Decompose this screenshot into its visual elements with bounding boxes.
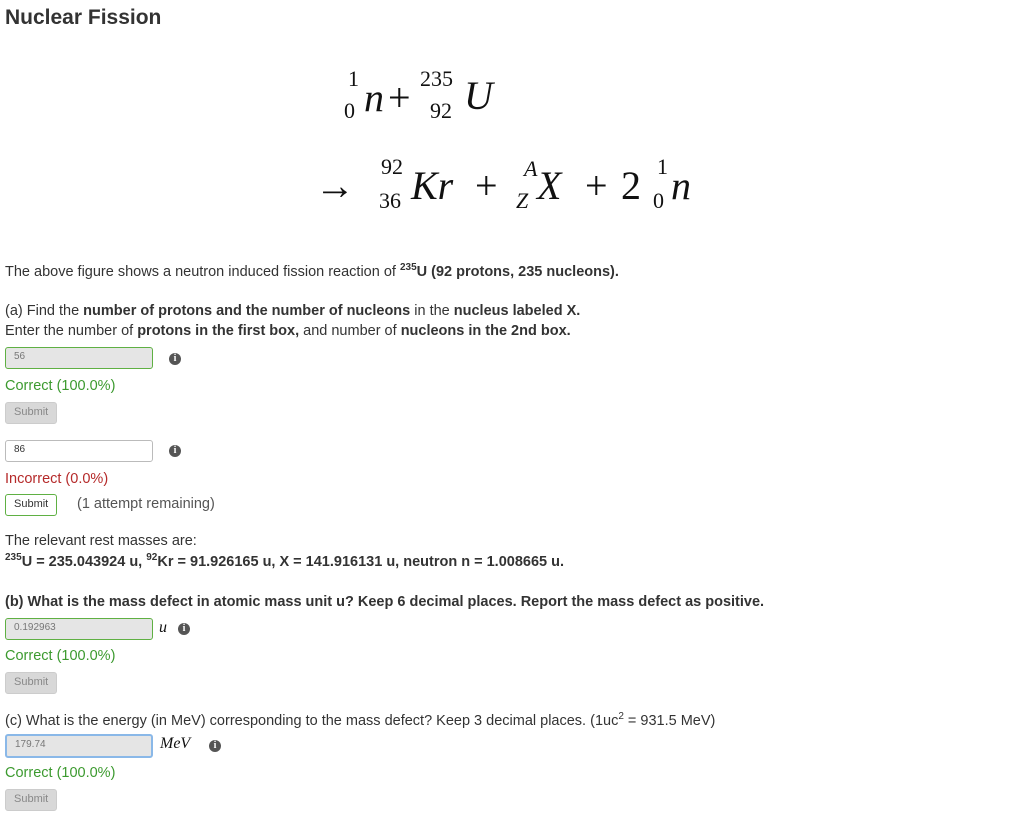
mass-defect-unit: u [159,619,167,636]
x-charge-number: Z [516,188,529,213]
part-a-bold: nucleons in the 2nd box. [400,323,571,339]
krypton-symbol: Kr [411,163,454,208]
uranium-sup: 235 [5,552,22,563]
part-a-text: and number of [299,323,401,339]
equation-line-2 [315,152,735,222]
neutron-mass-number: 1 [348,66,359,91]
part-a-question-line-1 [5,303,580,319]
plus-sign: + [585,163,608,208]
part-a-text: Enter the number of [5,323,138,339]
intro-text [5,262,619,280]
neutron-charge-number: 0 [344,98,355,123]
neutron-symbol: n [671,163,691,208]
info-icon[interactable]: i [178,623,190,635]
krypton-mass-text: Kr = 91.926165 u, X = 141.916131 u, neutron n = 1.008665 u. [157,554,564,570]
info-icon[interactable]: i [169,353,181,365]
neutron-charge-number: 0 [653,188,664,213]
part-c-question-pre: (c) What is the energy (in MeV) corresponding to the mass defect? Keep 3 decimal places. (1uc [5,713,619,729]
protons-answer-status: Correct (100.0%) [5,378,116,394]
part-a-text: in the [410,303,454,319]
nucleons-submit-button[interactable]: Submit [5,494,57,516]
mass-defect-submit-button[interactable]: Submit [5,672,57,694]
part-c-question-post: = 931.5 MeV) [623,713,716,729]
part-b-question-text: (b) What is the mass defect in atomic mass unit u? Keep 6 decimal places. Report the mass defect as positive. [5,594,765,610]
x-mass-number: A [524,156,538,181]
energy-status: Correct (100.0%) [5,765,116,781]
x-symbol: X [537,163,562,208]
masses-values [5,552,564,570]
attempts-remaining: (1 attempt remaining) [77,496,215,512]
page-title: Nuclear Fission [5,6,162,29]
part-a-bold: protons in the first box, [137,323,300,339]
intro-bold: U (92 protons, 235 nucleons). [416,264,619,280]
info-icon[interactable]: i [209,740,221,752]
nucleons-answer-status: Incorrect (0.0%) [5,471,109,487]
uranium-symbol: U [464,73,493,118]
part-a-question-line-2 [5,323,571,339]
plus-sign: + [475,163,498,208]
part-a-bold: nucleus labeled X. [453,303,581,319]
protons-answer-input[interactable]: 56 [5,347,153,369]
masses-heading: The relevant rest masses are: [5,533,197,549]
arrow-symbol: → [315,163,355,208]
intro-pre: The above figure shows a neutron induced fission reaction of [5,264,400,280]
info-icon[interactable]: i [169,445,181,457]
part-b-question [5,594,764,610]
part-c-question [5,711,715,729]
energy-submit-button[interactable]: Submit [5,789,57,811]
uranium-mass-text: U = 235.043924 u, [21,554,147,570]
krypton-mass-number: 92 [381,154,403,179]
uranium-mass-number: 235 [420,66,453,91]
energy-unit: MeV [160,735,191,752]
nucleons-answer-input[interactable]: 86 [5,440,153,462]
uranium-charge-number: 92 [430,98,452,123]
krypton-charge-number: 36 [379,188,401,213]
neutron-symbol: n [364,75,384,120]
energy-input[interactable]: 179.74 [5,734,153,758]
intro-sup: 235 [399,262,417,273]
equation-line-1 [340,62,540,132]
krypton-sup: 92 [146,552,158,563]
part-c-question-sup: 2 [618,711,624,722]
neutron-coefficient: 2 [621,163,641,208]
mass-defect-status: Correct (100.0%) [5,648,116,664]
part-a-text: (a) Find the [5,303,84,319]
neutron-mass-number: 1 [657,154,668,179]
part-a-bold: number of protons and the number of nucleons [83,303,411,319]
protons-submit-button[interactable]: Submit [5,402,57,424]
mass-defect-input[interactable]: 0.192963 [5,618,153,640]
plus-sign: + [388,75,411,120]
